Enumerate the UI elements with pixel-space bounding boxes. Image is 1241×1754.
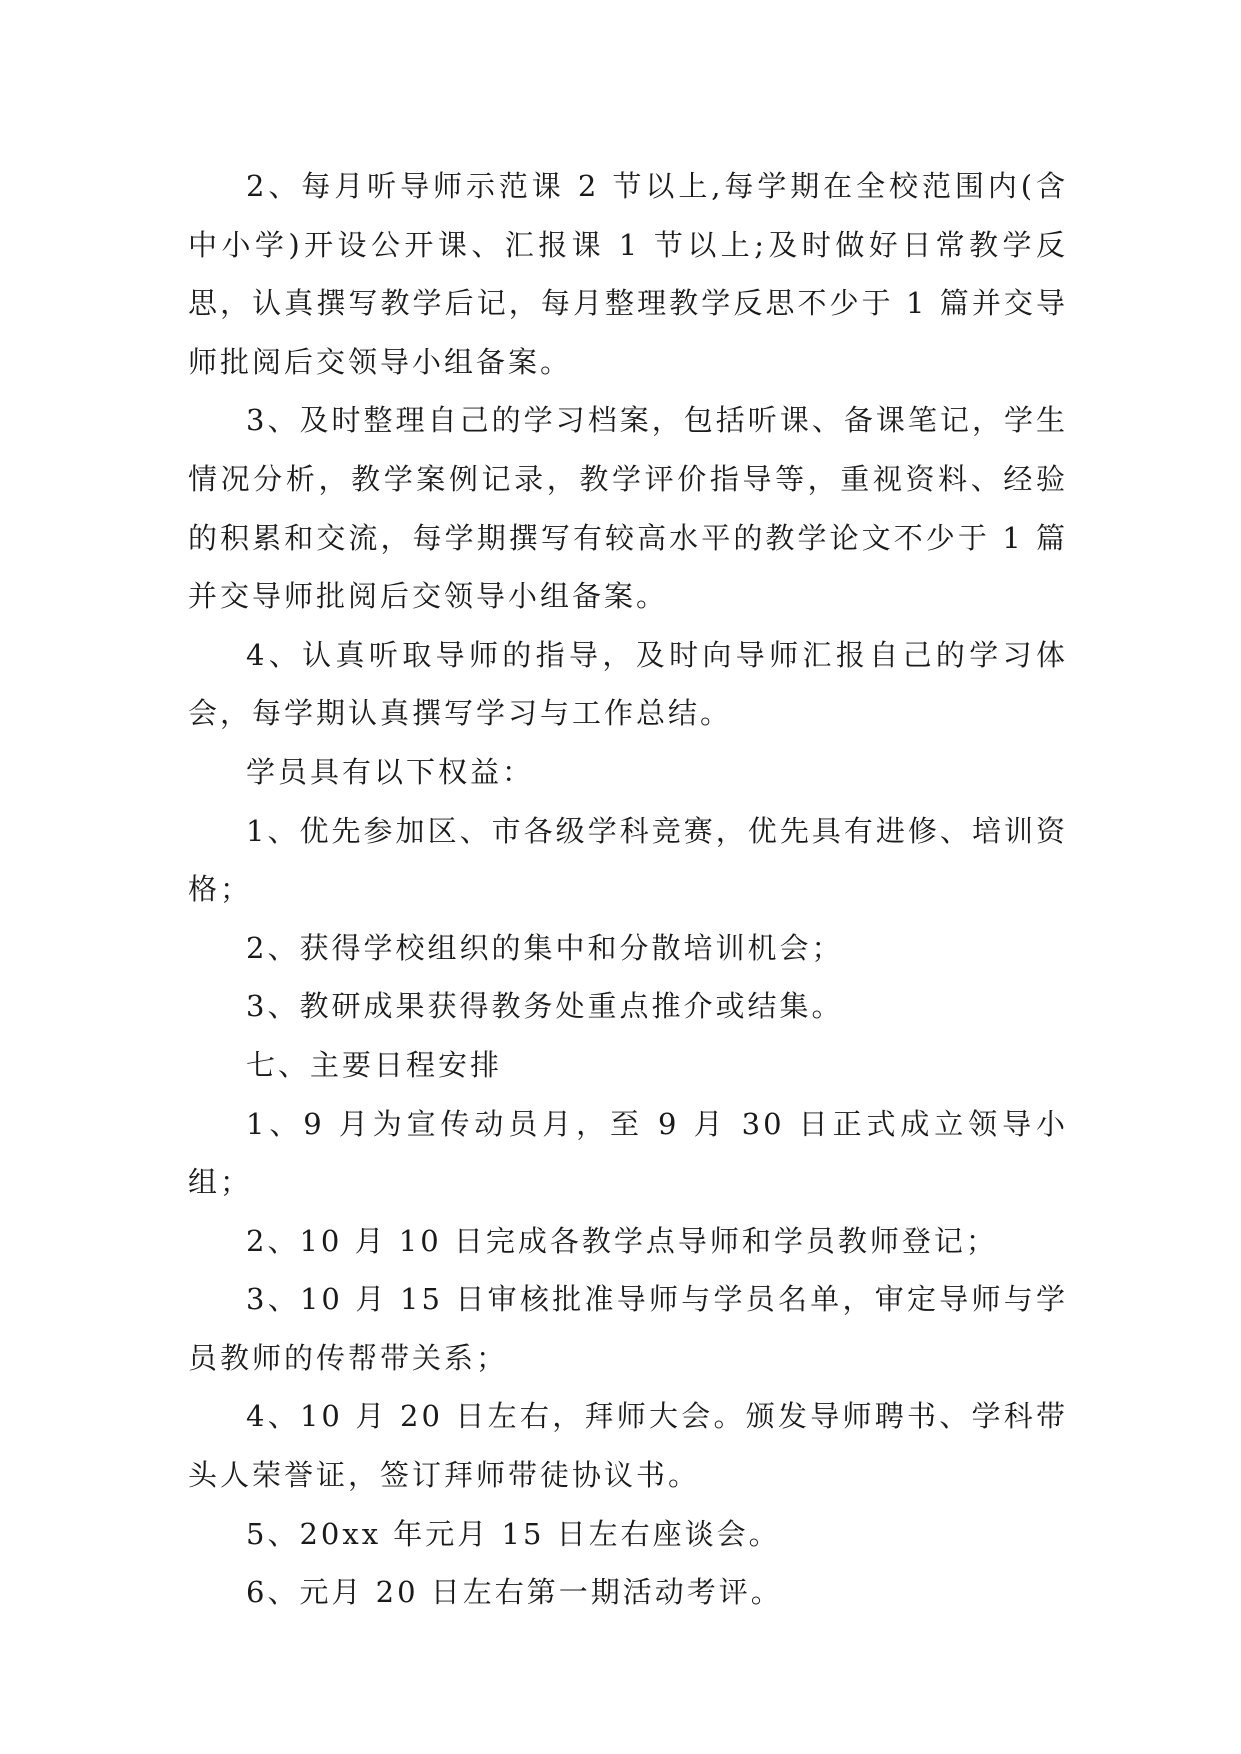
paragraph-requirement-4: 4、认真听取导师的指导，及时向导师汇报自己的学习体会，每学期认真撰写学习与工作总结。 bbox=[188, 637, 1068, 731]
paragraph-requirement-3: 3、及时整理自己的学习档案，包括听课、备课笔记，学生情况分析，教学案例记录，教学评价指导等，重视资料、经验的积累和交流，每学期撰写有较高水平的教学论文不少于 1 篇并交导师批阅后交领导小组备案。 bbox=[188, 403, 1068, 614]
paragraph-right-2: 2、获得学校组织的集中和分散培训机会； bbox=[246, 930, 844, 965]
paragraph-right-1: 1、优先参加区、市各级学科竞赛，优先具有进修、培训资格； bbox=[188, 813, 1068, 907]
paragraph-schedule-2: 2、10 月 10 日完成各教学点导师和学员教师登记； bbox=[246, 1223, 998, 1258]
document-body bbox=[188, 157, 1068, 1622]
paragraph-schedule-6: 6、元月 20 日左右第一期活动考评。 bbox=[246, 1575, 783, 1610]
paragraph-schedule-1: 1、9 月为宣传动员月，至 9 月 30 日正式成立领导小组； bbox=[188, 1106, 1068, 1200]
paragraph-schedule-4: 4、10 月 20 日左右，拜师大会。颁发导师聘书、学科带头人荣誉证，签订拜师带徒协议书。 bbox=[188, 1399, 1068, 1493]
paragraph-schedule-5: 5、20xx 年元月 15 日左右座谈会。 bbox=[246, 1516, 781, 1551]
paragraph-requirement-2: 2、每月听导师示范课 2 节以上,每学期在全校范围内(含中小学)开设公开课、汇报课 1 节以上;及时做好日常教学反思，认真撰写教学后记，每月整理教学反思不少于 1 篇并交导师批阅后交领导小组备案。 bbox=[188, 169, 1068, 379]
paragraph-schedule-3: 3、10 月 15 日审核批准导师与学员名单，审定导师与学员教师的传帮带关系； bbox=[188, 1282, 1068, 1375]
paragraph-right-3: 3、教研成果获得教务处重点推介或结集。 bbox=[246, 989, 844, 1024]
section-heading-schedule: 七、主要日程安排 bbox=[246, 1047, 503, 1082]
paragraph-rights-heading: 学员具有以下权益： bbox=[246, 754, 535, 789]
